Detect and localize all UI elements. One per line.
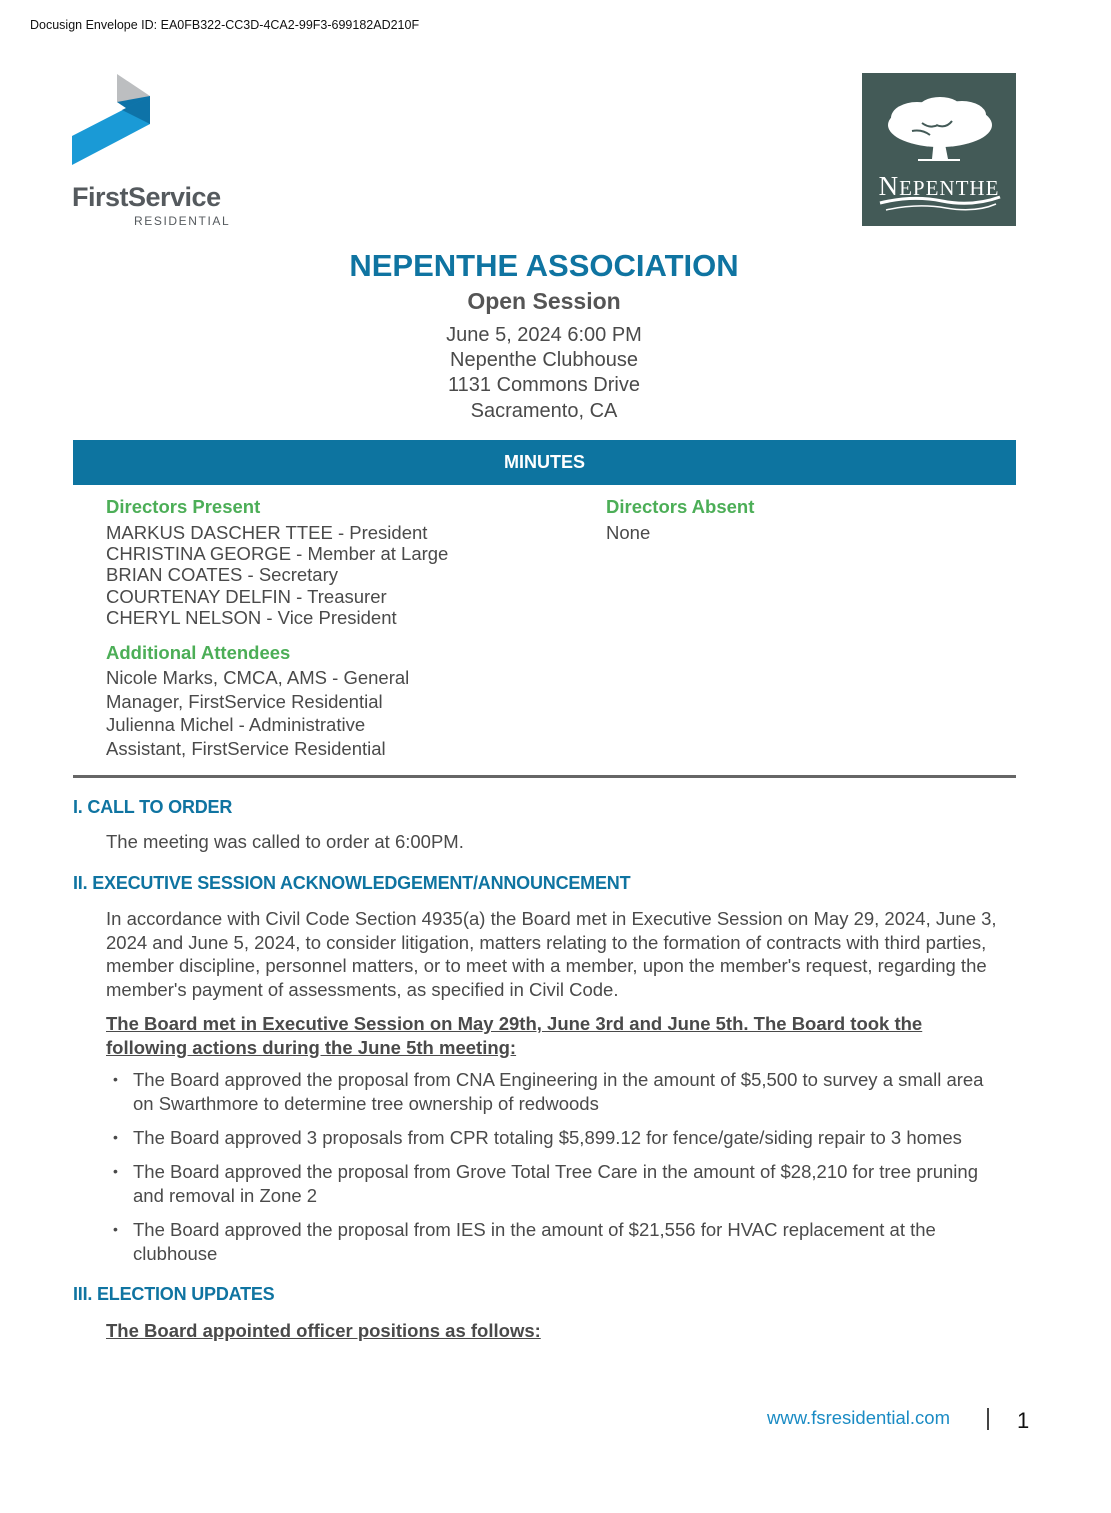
bullet-icon: •: [113, 1221, 118, 1237]
executive-session-text: In accordance with Civil Code Section 4935(a) the Board met in Executive Session on May 29, 2024, June 3, 2024 and June 5, 2024, to consider litigation, matters relating to the formation of contracts with third parties, member discipline, personnel matters, or to meet with a member, upon the member's request, regarding the member's payment of assessments, as specified in Civil Code.: [106, 908, 997, 1000]
section-divider: [73, 775, 1016, 778]
page-title: NEPENTHE ASSOCIATION: [349, 248, 739, 283]
oak-tree-icon: [862, 73, 1016, 226]
director-present: COURTENAY DELFIN - Treasurer: [106, 586, 387, 607]
additional-attendees-label: Additional Attendees: [106, 642, 291, 663]
minutes-banner: MINUTES: [73, 440, 1016, 485]
bullet-icon: •: [113, 1129, 118, 1145]
session-type: Open Session: [467, 288, 621, 314]
section-heading-election-updates: III. ELECTION UPDATES: [73, 1284, 275, 1304]
section-heading-executive-session: II. EXECUTIVE SESSION ACKNOWLEDGEMENT/ANNOUNCEMENT: [73, 873, 631, 893]
meeting-city: Sacramento, CA: [470, 400, 618, 422]
call-to-order-text: The meeting was called to order at 6:00PM.: [106, 831, 464, 852]
additional-attendee-line: Assistant, FirstService Residential: [106, 738, 386, 759]
director-present: BRIAN COATES - Secretary: [106, 564, 338, 585]
bullet-icon: •: [113, 1071, 118, 1087]
additional-attendee-line: Nicole Marks, CMCA, AMS - General: [106, 667, 410, 688]
director-present: CHERYL NELSON - Vice President: [106, 607, 397, 628]
page-number: 1: [1017, 1408, 1030, 1433]
director-absent: None: [606, 522, 651, 543]
nepenthe-wordmark: NEPENTHE: [878, 171, 1000, 201]
firstservice-chevron-icon: [72, 74, 152, 169]
docusign-envelope-id: Docusign Envelope ID: EA0FB322-CC3D-4CA2-99F3-699182AD210F: [30, 18, 420, 32]
footer-separator: [987, 1408, 989, 1430]
meeting-address: 1131 Commons Drive: [448, 374, 640, 396]
directors-absent-label: Directors Absent: [606, 496, 755, 517]
firstservice-logo: [72, 74, 232, 230]
election-updates-intro: The Board appointed officer positions as follows:: [106, 1320, 541, 1341]
firstservice-subtext: RESIDENTIAL: [134, 214, 231, 228]
director-present: CHRISTINA GEORGE - Member at Large: [106, 543, 449, 564]
section-heading-call-to-order: I. CALL TO ORDER: [73, 797, 233, 817]
meeting-datetime: June 5, 2024 6:00 PM: [446, 324, 642, 346]
directors-present-label: Directors Present: [106, 496, 261, 517]
additional-attendee-line: Manager, FirstService Residential: [106, 691, 383, 712]
meeting-venue: Nepenthe Clubhouse: [450, 349, 638, 371]
nepenthe-logo: [862, 73, 1016, 226]
website-link[interactable]: www.fsresidential.com: [767, 1407, 951, 1428]
executive-actions-intro: The Board met in Executive Session on May 29th, June 3rd and June 5th. The Board took the following actions during the June 5th meeting:: [106, 1013, 923, 1058]
firstservice-wordmark: FirstService: [72, 182, 221, 212]
bullet-icon: •: [113, 1163, 118, 1179]
additional-attendee-line: Julienna Michel - Administrative: [106, 714, 366, 735]
director-present: MARKUS DASCHER TTEE - President: [106, 522, 428, 543]
